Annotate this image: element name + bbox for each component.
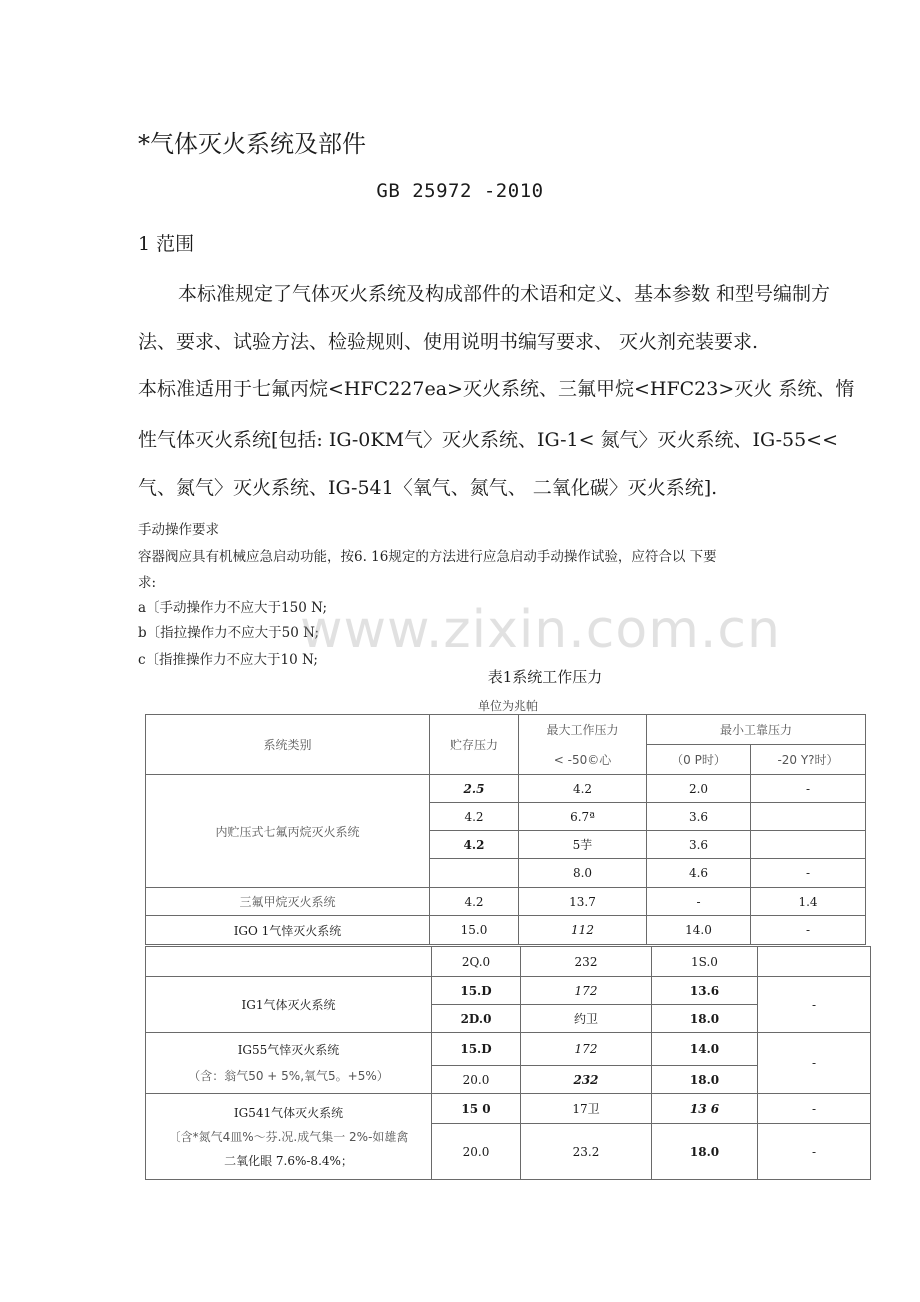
header-min-sub-1: （0 P时） — [647, 745, 751, 775]
pressure-table-part2 — [145, 946, 871, 1180]
cell: 5芋 — [519, 831, 647, 859]
cell: 15.0 — [430, 916, 519, 945]
cell: 4.6 — [647, 859, 751, 888]
cell: 3.6 — [647, 803, 751, 831]
watermark: www.zixin.com.cn — [300, 600, 781, 660]
cell: 23.2 — [521, 1124, 652, 1180]
table-unit: 单位为兆帕 — [477, 699, 538, 713]
cell — [430, 859, 519, 888]
cell: 232 — [521, 947, 652, 977]
cell: 2Q.0 — [432, 947, 521, 977]
category-ig55-composition: （含：翁气50 + 5%,氧气5。+5%） — [188, 1069, 389, 1083]
cell — [758, 947, 871, 977]
header-min-work-pressure: 最小工靠压力 — [647, 715, 866, 745]
cell: 13 6 — [652, 1094, 758, 1124]
cell: 1.4 — [751, 888, 866, 916]
category-ig541-composition: 〔含*氮气4皿%～芬.况.成气集一 2%-如雄禽 — [168, 1129, 409, 1144]
cell: 15.D — [432, 977, 521, 1005]
cell: 20.0 — [432, 1066, 521, 1094]
requirement-item-c: c〔指推操作力不应大于10 N; — [138, 652, 318, 668]
scope-paragraph-line: 本标准适用于七氟丙烷<HFC227ea>灭火系统、三氟甲烷<HFC23>灭火 系统、惰 — [138, 378, 855, 400]
manual-heading: 手动操作要求 — [138, 522, 219, 538]
cell: 2.5 — [430, 775, 519, 803]
header-min-sub-2: -20 Y?时） — [751, 745, 866, 775]
cell: 18.0 — [652, 1005, 758, 1033]
cell: 112 — [519, 916, 647, 945]
cell: 4.2 — [430, 888, 519, 916]
cell: 15.D — [432, 1033, 521, 1066]
cell: 13.7 — [519, 888, 647, 916]
requirement-item-a: a〔手动操作力不应大于150 N; — [138, 600, 327, 616]
cell: - — [647, 888, 751, 916]
category-ig541 — [146, 1094, 432, 1180]
category-ig541-name: IG541气体灭火系统 — [233, 1105, 344, 1120]
table-caption: 表1系统工作压力 — [487, 668, 603, 686]
pressure-table-part1 — [145, 714, 866, 945]
cell: 232 — [521, 1066, 652, 1094]
cell: 约卫 — [521, 1005, 652, 1033]
cell: 2.0 — [647, 775, 751, 803]
cell: 172 — [521, 977, 652, 1005]
cell: 4.2 — [519, 775, 647, 803]
cell: - — [758, 1094, 871, 1124]
cell: 8.0 — [519, 859, 647, 888]
cell: - — [758, 977, 871, 1033]
category-ig55 — [146, 1033, 432, 1094]
cell: - — [758, 1124, 871, 1180]
scope-paragraph-line: 气、氮气〉灭火系统、IG-541〈氧气、氮气、 二氧化碳〉灭火系统]. — [138, 477, 718, 499]
document-title: *气体灭火系统及部件 — [138, 130, 366, 158]
cell: - — [751, 775, 866, 803]
standard-number: GB 25972 -2010 — [376, 180, 544, 202]
cell — [751, 831, 866, 859]
cell: 13.6 — [652, 977, 758, 1005]
cell — [146, 947, 432, 977]
cell: 1S.0 — [652, 947, 758, 977]
header-storage-pressure: 贮存压力 — [430, 715, 519, 775]
category-igo1: IGO 1气悻灭火系统 — [146, 916, 430, 945]
requirement-item-b: b〔指拉操作力不应大于50 N; — [138, 625, 319, 641]
cell: 20.0 — [432, 1124, 521, 1180]
scope-paragraph-line: 法、要求、试验方法、检验规则、使用说明书编写要求、 灭火剂充装要求. — [138, 331, 759, 353]
cell: 14.0 — [652, 1033, 758, 1066]
cell: 18.0 — [652, 1066, 758, 1094]
category-ig1: IG1气体灭火系统 — [146, 977, 432, 1033]
cell: 18.0 — [652, 1124, 758, 1180]
cell: 17卫 — [521, 1094, 652, 1124]
cell: 2D.0 — [432, 1005, 521, 1033]
category-hfc23: 三氟甲烷灭火系统 — [146, 888, 430, 916]
manual-text-line: 容器阀应具有机械应急启动功能，按6. 16规定的方法进行应急启动手动操作试验，应符合以 下要 — [138, 549, 717, 565]
cell: 15 0 — [432, 1094, 521, 1124]
section-heading: 1 范围 — [138, 233, 195, 255]
category-ig55-name: IG55气悻灭火系统 — [237, 1043, 340, 1057]
cell — [751, 803, 866, 831]
cell: - — [751, 859, 866, 888]
cell: 14.0 — [647, 916, 751, 945]
manual-text-line: 求: — [138, 575, 157, 591]
cell: - — [751, 916, 866, 945]
category-ig541-composition-2: 二氧化眼 7.6%-8.4%； — [224, 1153, 353, 1168]
category-hfc227: 内贮压式七氟丙烷灭火系统 — [146, 775, 430, 888]
scope-paragraph-line: 本标准规定了气体灭火系统及构成部件的术语和定义、基本参数 和型号编制方 — [178, 283, 831, 305]
cell: 6.7ª — [519, 803, 647, 831]
cell: 3.6 — [647, 831, 751, 859]
scope-paragraph-line: 性气体灭火系统[包括: IG-0KM气〉灭火系统、IG-1< 氮气〉灭火系统、IG-55<< — [138, 429, 839, 451]
header-max-work-pressure: 最大工作压力 — [519, 715, 647, 745]
cell: 4.2 — [430, 803, 519, 831]
header-max-sub: < -50©心 — [519, 745, 647, 775]
cell: 172 — [521, 1033, 652, 1066]
cell: 4.2 — [430, 831, 519, 859]
header-category: 系统类别 — [146, 715, 430, 775]
cell: - — [758, 1033, 871, 1094]
